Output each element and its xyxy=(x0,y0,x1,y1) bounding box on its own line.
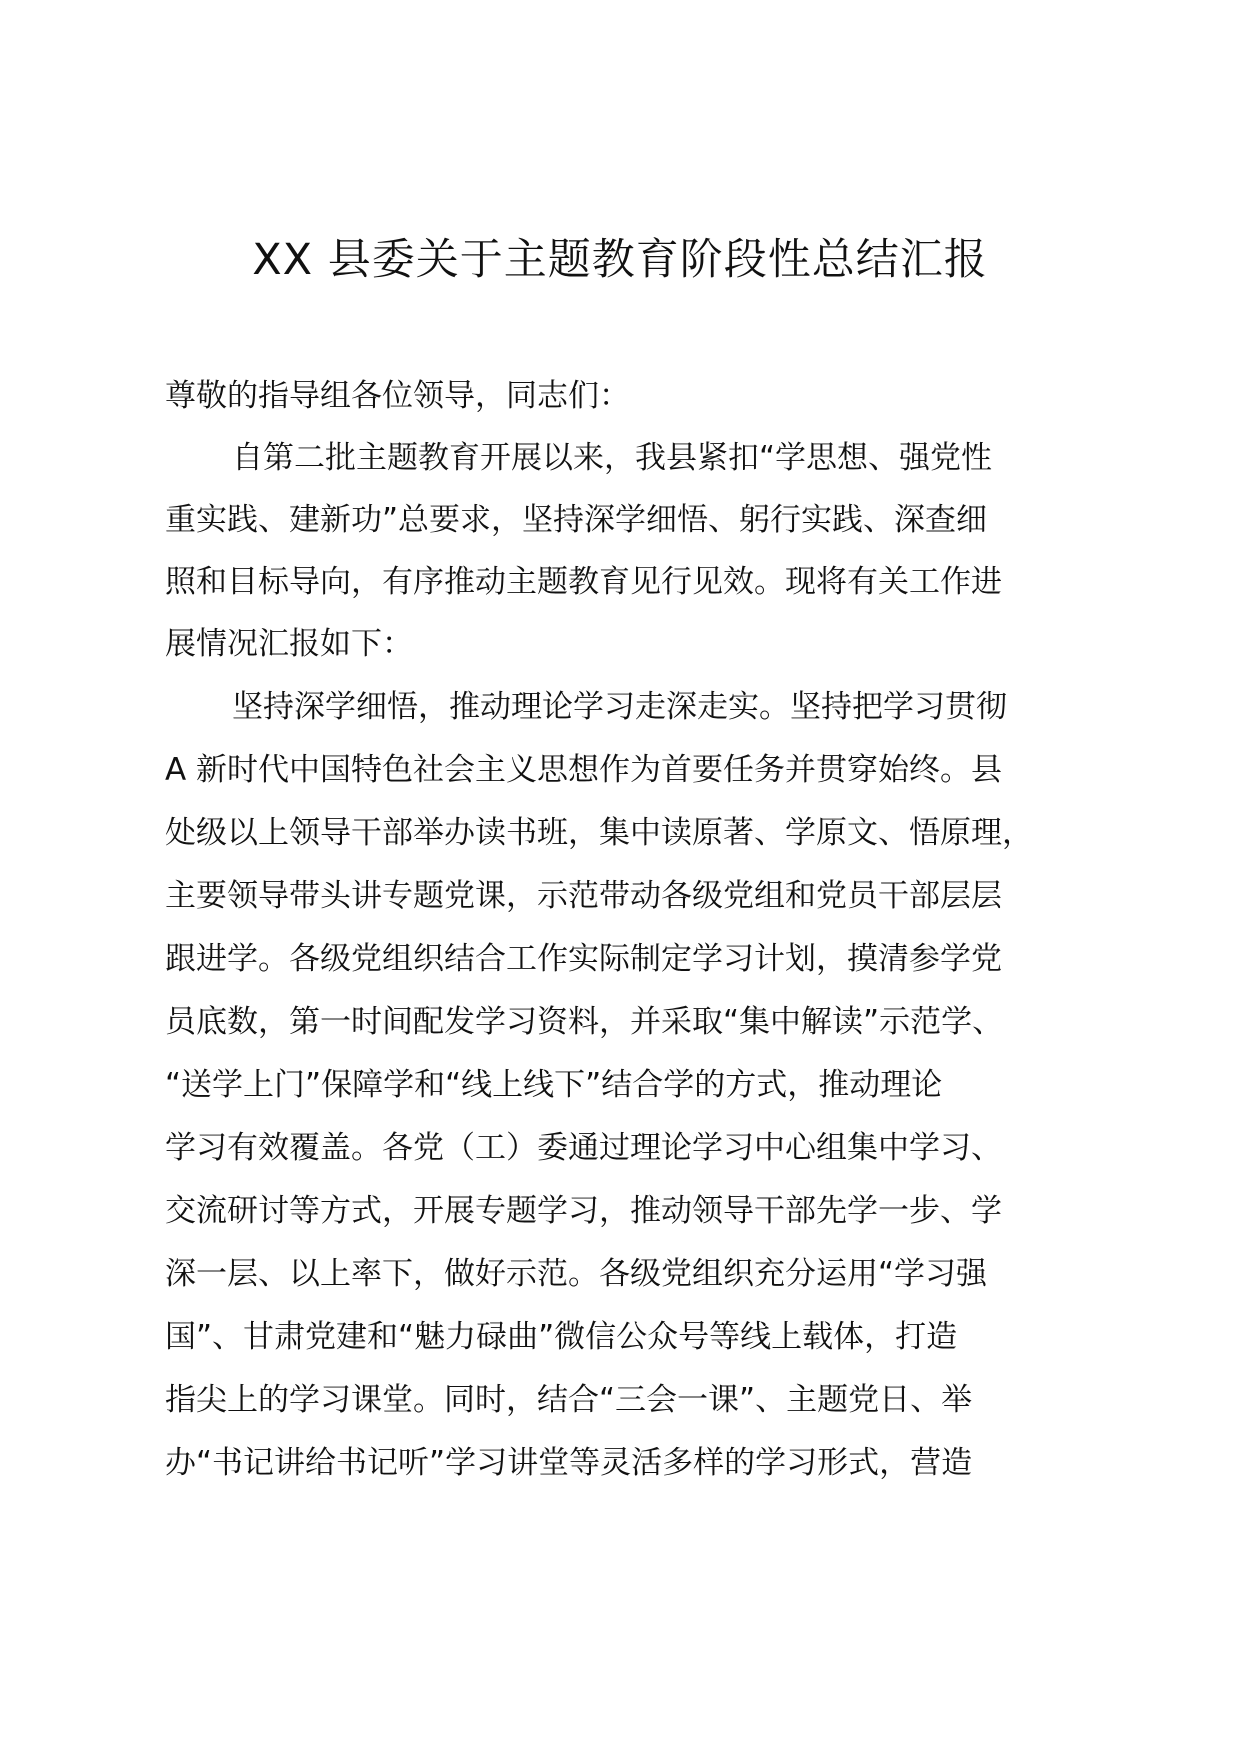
paragraph-line: 展情况汇报如下： xyxy=(165,626,413,662)
paragraph-line: 指尖上的学习课堂。同时，结合“三会一课”、主题党日、举 xyxy=(165,1382,973,1418)
paragraph-line: 办“书记讲给书记听”学习讲堂等灵活多样的学习形式，营造 xyxy=(165,1445,973,1481)
paragraph-line: 坚持深学细悟，推动理论学习走深走实。坚持把学习贯彻 xyxy=(232,689,1007,725)
document-title: XX 县委关于主题教育阶段性总结汇报 xyxy=(252,235,988,285)
paragraph-line: 深一层、以上率下，做好示范。各级党组织充分运用“学习强 xyxy=(165,1256,988,1292)
paragraph-line: 照和目标导向，有序推动主题教育见行见效。现将有关工作进 xyxy=(165,564,1002,600)
paragraph-line: 重实践、建新功”总要求，坚持深学细悟、躬行实践、深查细 xyxy=(165,502,988,538)
salutation: 尊敬的指导组各位领导，同志们： xyxy=(165,378,630,414)
paragraph-line: “送学上门”保障学和“线上线下”结合学的方式，推动理论 xyxy=(165,1067,943,1103)
paragraph-line: 自第二批主题教育开展以来，我县紧扣“学思想、强党性 xyxy=(232,440,993,476)
paragraph-line: A 新时代中国特色社会主义思想作为首要任务并贯穿始终。县 xyxy=(165,752,1003,788)
paragraph-line: 跟进学。各级党组织结合工作实际制定学习计划，摸清参学党 xyxy=(165,941,1002,977)
paragraph-line: 主要领导带头讲专题党课，示范带动各级党组和党员干部层层 xyxy=(165,878,1002,914)
paragraph-line: 交流研讨等方式，开展专题学习，推动领导干部先学一步、学 xyxy=(165,1193,1002,1229)
paragraph-line: 国”、甘肃党建和“魅力碌曲”微信公众号等线上载体，打造 xyxy=(165,1319,958,1355)
paragraph-line: 员底数，第一时间配发学习资料，并采取“集中解读”示范学、 xyxy=(165,1004,1004,1040)
paragraph-line: 学习有效覆盖。各党（工）委通过理论学习中心组集中学习、 xyxy=(165,1130,1002,1166)
paragraph-line: 处级以上领导干部举办读书班，集中读原著、学原文、悟原理， xyxy=(165,815,1033,851)
